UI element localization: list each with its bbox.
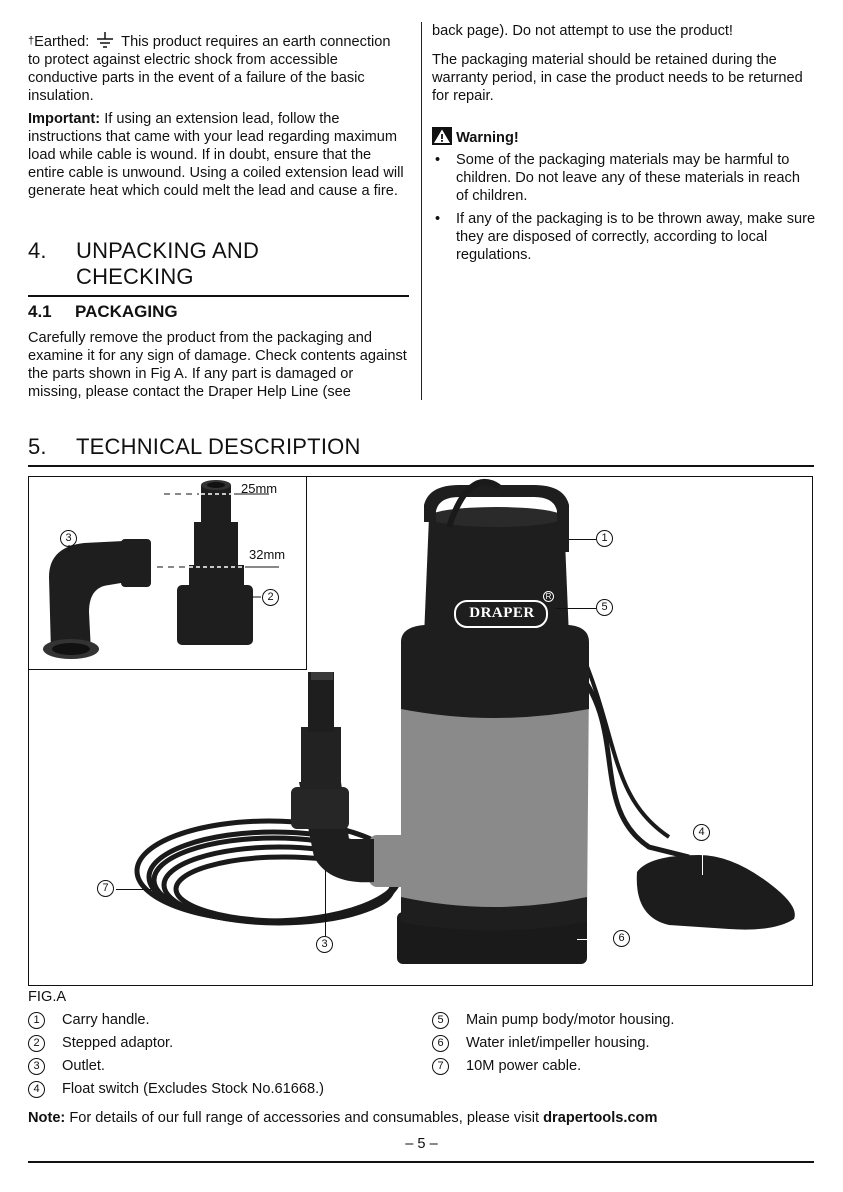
section4-title-line1: UNPACKING AND [76,238,260,263]
callout-2: 2 [262,589,279,606]
section5-number: 5. [28,434,47,459]
registered-mark: R [543,591,554,602]
continued-paragraph: back page). Do not attempt to use the product! [432,23,733,39]
warning-list [432,151,816,264]
callout-7: 7 [97,880,114,897]
section5-title: TECHNICAL DESCRIPTION [76,434,361,459]
figure-a [28,476,813,986]
legend-text: Stepped adaptor. [62,1035,174,1051]
bullet-text: Some of the packaging materials may be harmful to children. Do not leave any of these materials in reach of children. [456,152,800,204]
earth-symbol-icon [95,32,115,48]
legend-number: 6 [432,1035,449,1052]
legend-text: Main pump body/motor housing. [466,1012,675,1028]
stepped-adaptor-icon [177,480,253,645]
warning-label: Warning! [456,130,519,146]
left-column [28,32,406,200]
leader-3 [325,870,326,936]
callout-4: 4 [693,824,710,841]
website-link[interactable]: drapertools.com [543,1110,658,1126]
callout-6: 6 [613,930,630,947]
legend-text: 10M power cable. [466,1058,582,1074]
legend-text: Carry handle. [62,1012,150,1028]
right-column [432,22,816,269]
footer-rule [28,1161,814,1163]
bullet: • [435,152,441,168]
legend-text: Outlet. [62,1058,105,1074]
legend-number: 2 [28,1035,45,1052]
legend-number: 1 [28,1012,45,1029]
float-switch-icon [637,855,795,930]
legend-text: Water inlet/impeller housing. [466,1035,650,1051]
note-paragraph [28,1109,818,1127]
sub41-title: PACKAGING [75,302,178,321]
figure-label: FIG.A [28,989,67,1005]
leader-5 [556,608,596,609]
packaging-paragraph: Carefully remove the product from the packaging and examine it for any sign of damage. Check contents against the parts shown in Fig A. If any part is damaged or missing, please contact the Draper Help Line (see [28,330,407,400]
retain-paragraph: The packaging material should be retained during the warranty period, in case the product needs to be returned for repair. [432,52,803,104]
note-text: For details of our full range of accessories and consumables, please visit [69,1110,540,1126]
legend-number: 7 [432,1058,449,1075]
elbow-outlet-icon [43,539,151,659]
callout-3-inset: 3 [60,530,77,547]
leader-1 [569,539,596,540]
leader-7 [116,889,152,890]
list-item [432,210,816,264]
important-paragraph [28,110,406,200]
legend-number: 5 [432,1012,449,1029]
adaptor-illustration [29,477,305,668]
important-text: If using an extension lead, follow the instructions that came with your lead regarding maximum load while cable is wound. If in doubt, ensure that the entire cable is unwound. Using a coiled extension lead will generate heat which could melt the lead and cause a fire. [28,111,404,199]
earthed-text: This product requires an earth connection to protect against electric shock from accessible conductive parts in the event of a failure of the basic insulation. [28,34,391,104]
warning-triangle-icon [432,127,452,145]
section5-rule [28,465,814,467]
callout-1: 1 [596,530,613,547]
list-item [432,151,816,205]
callout-3: 3 [316,936,333,953]
section4-title-line2: CHECKING [76,264,194,289]
bullet-text: If any of the packaging is to be thrown away, make sure they are disposed of correctly, according to local regulations. [456,211,816,263]
brand-logo: DRAPER [469,605,535,621]
section4-number: 4. [28,238,47,263]
legend-number: 3 [28,1058,45,1075]
warning-heading [432,127,816,147]
bullet: • [435,211,441,227]
dagger-mark: † [28,35,35,47]
sub41-number: 4.1 [28,302,52,321]
column-divider [421,22,422,400]
legend-text: Float switch (Excludes Stock No.61668.) [62,1081,324,1097]
leader-4 [702,843,703,875]
earthed-label: Earthed: [34,34,90,50]
adaptor-inset [29,477,307,670]
callout-5: 5 [596,599,613,616]
dimension-32mm: 32mm [249,547,286,562]
important-label: Important: [28,111,101,127]
dimension-25mm: 25mm [241,481,278,496]
leader-6 [577,939,613,940]
page-number: – 5 – [405,1136,438,1152]
section4-rule [28,295,409,297]
earthed-paragraph [28,32,406,105]
legend-number: 4 [28,1081,45,1098]
note-label: Note: [28,1110,66,1126]
